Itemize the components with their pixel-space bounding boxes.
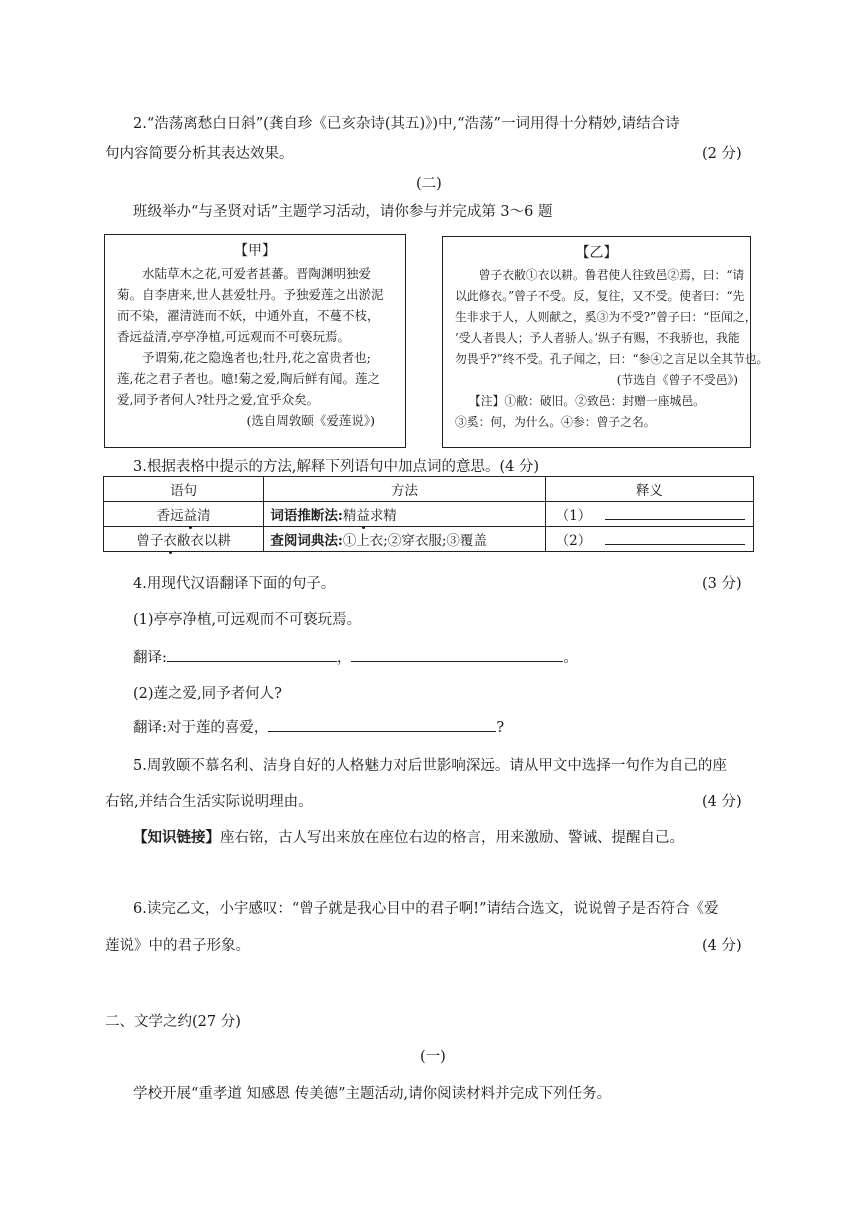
- table-cell-method: 词语推断法:精益求精: [264, 502, 545, 527]
- table-cell-answer: （2）: [545, 527, 753, 552]
- passage-yi-line: 曾子衣敝①衣以耕。鲁君使人往致邑②焉，曰：“请: [478, 268, 745, 282]
- q6-line2: 莲说》中的君子形象。: [105, 938, 250, 954]
- passage-yi-line: 勿畏乎?”终不受。孔子闻之，曰：“参④之言足以全其节也。: [455, 352, 769, 366]
- section-heading: (二): [416, 176, 442, 192]
- table-header: 释义: [545, 477, 753, 502]
- passage-jia-line: 莲,花之君子者也。噫!菊之爱,陶后鲜有闻。莲之: [117, 371, 380, 386]
- emphasis-dot-word: 衣: [163, 529, 177, 549]
- part2-heading: 二、文学之约(27 分): [105, 1014, 241, 1030]
- q5-line1: 5.周敦颐不慕名利、洁身自好的人格魅力对后世影响深远。请从甲文中选择一句作为自己的座: [133, 758, 727, 774]
- q4-sentence2: (2)莲之爱,同予者何人?: [133, 686, 282, 702]
- passage-jia-line: 水陆草木之花,可爱者甚蕃。晋陶渊明独爱: [142, 266, 371, 281]
- table-header: 方法: [264, 477, 545, 502]
- q4-prompt: 4.用现代汉语翻译下面的句子。: [133, 576, 336, 592]
- passage-jia-line: 爱,同予者何人?牡丹之爱,宜乎众矣。: [117, 392, 320, 407]
- passage-jia-source: (选自周敦颐《爱莲说》): [246, 413, 375, 428]
- table-cell-sentence: 曾子衣敝衣以耕: [104, 527, 264, 552]
- q2-line2: 句内容简要分析其表达效果。: [105, 146, 294, 162]
- passage-yi-line: ’受人者畏人；予人者骄人。’纵子有赐，不我骄也，我能: [455, 331, 740, 345]
- q6-line1: 6.读完乙文，小宇感叹：“曾子就是我心目中的君子啊!”请结合选文，说说曾子是否符合《爱: [133, 901, 719, 917]
- answer-blank[interactable]: [351, 647, 563, 662]
- q2-score: (2 分): [702, 146, 742, 162]
- q5-score: (4 分): [702, 794, 742, 810]
- table-cell-method: 查阅词典法:①上衣;②穿衣服;③覆盖: [264, 527, 545, 552]
- passage-yi-note: 【注】①敝：破旧。②致邑：封赠一座城邑。: [469, 394, 705, 408]
- passage-yi-box: [442, 236, 769, 448]
- passage-yi-source: (节选自《曾子不受邑》): [616, 373, 738, 387]
- table-header-row: [104, 477, 754, 502]
- table-row: [104, 527, 754, 552]
- table-row: [104, 502, 754, 527]
- passage-jia-line: 而不染，濯清涟而不妖，中通外直，不蔓不枝，: [117, 308, 380, 323]
- table-cell-answer: （1）: [545, 502, 753, 527]
- answer-blank[interactable]: [605, 530, 745, 545]
- q6-score: (4 分): [702, 938, 742, 954]
- q4-translation1: 翻译: ， 。: [133, 646, 578, 667]
- passage-jia-line: 菊。自李唐来,世人甚爱牡丹。予独爱莲之出淤泥: [117, 287, 384, 302]
- knowledge-link: 【知识链接】座右铭，古人写出来放在座位右边的格言，用来激励、警诫、提醒自己。: [133, 829, 684, 846]
- q3-table: [103, 476, 754, 552]
- part2-sub-heading: (一): [420, 1049, 446, 1065]
- passage-yi-title: 【乙】: [575, 245, 618, 261]
- answer-blank[interactable]: [268, 717, 496, 732]
- passage-jia-line: 香远益清,亭亭净植,可远观而不可亵玩焉。: [117, 329, 350, 344]
- passage-yi-line: 以此修衣。”曾子不受。反，复往，又不受。使者曰：“先: [455, 289, 745, 303]
- passage-jia-box: [104, 234, 406, 448]
- passage-jia-title: 【甲】: [234, 243, 276, 259]
- q2-line1: 2.“浩荡离愁白日斜”(龚自珍《已亥杂诗(其五)》)中,“浩荡”一词用得十分精妙,请结合诗: [133, 116, 680, 132]
- emphasis-dot-word: 益: [356, 504, 370, 524]
- passage-yi-note: ③奚：何，为什么。④参：曾子之名。: [455, 415, 656, 429]
- answer-blank[interactable]: [605, 505, 745, 520]
- passage-jia-line: 予谓菊,花之隐逸者也;牡丹,花之富贵者也;: [142, 350, 371, 365]
- emphasis-dot-word: 益: [184, 504, 198, 524]
- q3-prompt: 3.根据表格中提示的方法,解释下列语句中加点词的意思。(4 分): [133, 459, 540, 475]
- q4-translation2: 翻译:对于莲的喜爱， ?: [133, 716, 504, 737]
- table-header: 语句: [104, 477, 264, 502]
- passage-yi-line: 生非求于人，人则献之，奚③为不受?”曾子曰：“臣闻之，: [455, 310, 757, 324]
- q5-line2: 右铭,并结合生活实际说明理由。: [105, 794, 313, 810]
- q4-sentence1: (1)亭亭净植,可远观而不可亵玩焉。: [133, 612, 362, 628]
- activity-intro: 班级举办“与圣贤对话”主题学习活动，请你参与并完成第 3～6 题: [133, 204, 553, 220]
- q4-score: (3 分): [702, 576, 742, 592]
- answer-blank[interactable]: [167, 647, 337, 662]
- part2-intro: 学校开展“重孝道 知感恩 传美德”主题活动,请你阅读材料并完成下列任务。: [133, 1086, 612, 1102]
- table-cell-sentence: 香远益清: [104, 502, 264, 527]
